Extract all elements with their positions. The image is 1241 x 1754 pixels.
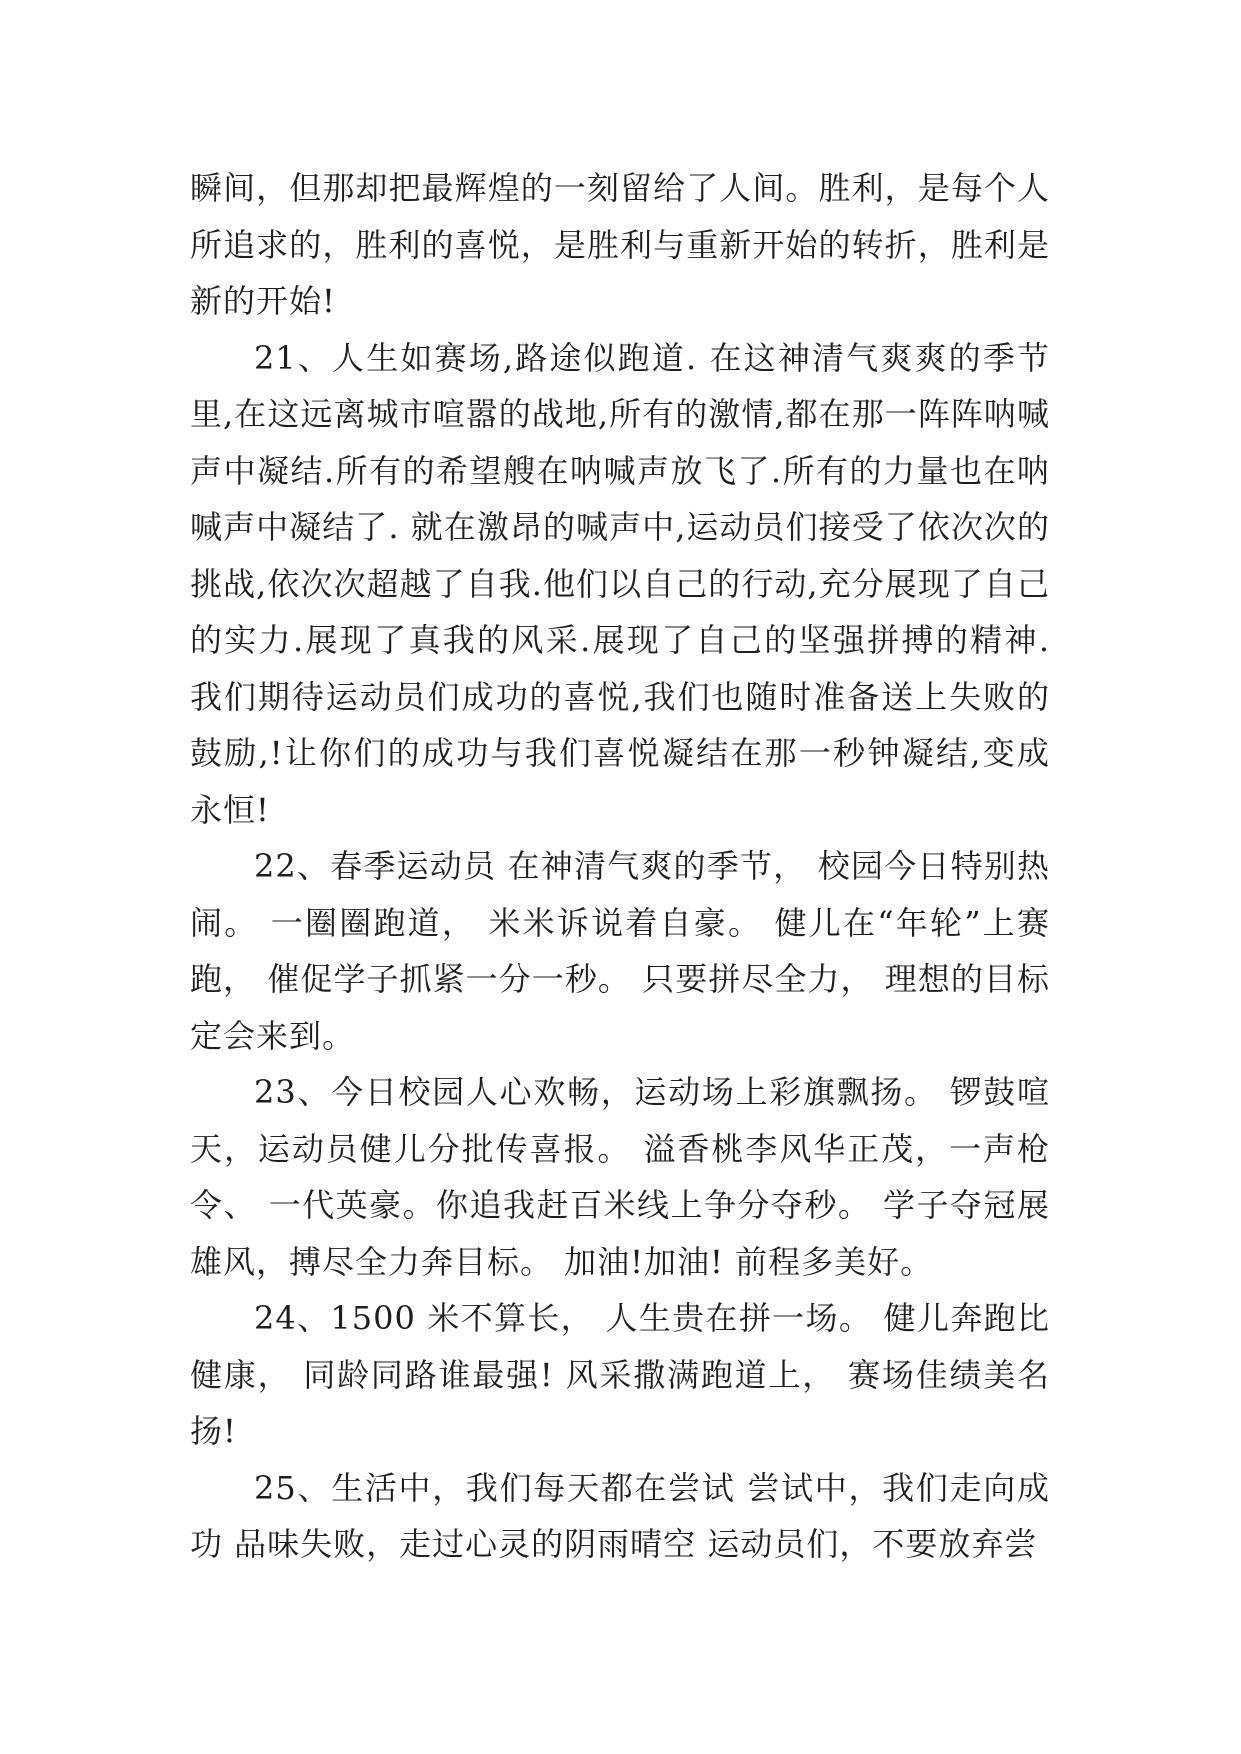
paragraph-25: 25、生活中，我们每天都在尝试 尝试中，我们走向成功 品味失败，走过心灵的阴雨晴空 运动员们，不要放弃尝 [190, 1468, 1050, 1563]
paragraph-21: 21、人生如赛场,路途似跑道. 在这神清气爽爽的季节里,在这远离城市喧嚣的战地,所有的激情,都在那一阵阵呐喊声中凝结.所有的希望艘在呐喊声放飞了.所有的力量也在呐喊声中凝结了. 就在激昂的喊声中,运动员们接受了依次次的挑战,依次次超越了自我.他们以自己的行动,充分展现了自己的实力.展现了真我的风采.展现了自己的坚强拼搏的精神. 我们期待运动员们成功的喜悦,我们也随时准备送上失败的鼓励,!让你们的成功与我们喜悦凝结在那一秒钟凝结,变成永恒! [190, 338, 1050, 829]
paragraph-24: 24、1500 米不算长， 人生贵在拼一场。 健儿奔跑比健康， 同龄同路谁最强! 风采撒满跑道上， 赛场佳绩美名扬! [190, 1299, 1050, 1450]
paragraph-22: 22、春季运动员 在神清气爽的季节， 校园今日特别热闹。 一圈圈跑道， 米米诉说着自豪。 健儿在“年轮”上赛跑， 催促学子抓紧一分一秒。 只要拼尽全力， 理想的目标定会来到。 [190, 847, 1050, 1055]
paragraph-20-continued: 瞬间，但那却把最辉煌的一刻留给了人间。胜利，是每个人所追求的，胜利的喜悦，是胜利与重新开始的转折，胜利是新的开始! [190, 169, 1050, 320]
paragraph-23: 23、今日校园人心欢畅，运动场上彩旗飘扬。 锣鼓喧天，运动员健儿分批传喜报。 溢香桃李风华正茂，一声枪令、 一代英豪。你追我赶百米线上争分夺秒。 学子夺冠展雄风，搏尽全力奔目标。 加油!加油! 前程多美好。 [190, 1073, 1050, 1281]
document-body [190, 160, 1050, 1573]
